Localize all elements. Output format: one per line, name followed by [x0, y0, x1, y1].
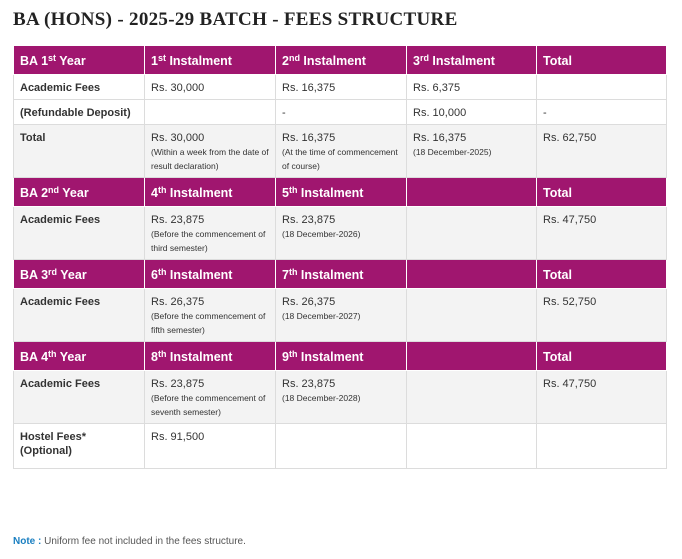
- year3-header-row: [14, 260, 667, 289]
- cell: Rs. 52,750: [537, 289, 667, 342]
- year4-total-header: Total: [537, 342, 667, 371]
- cell: [407, 289, 537, 342]
- page-title: BA (HONS) - 2025-29 BATCH - FEES STRUCTURE: [13, 9, 458, 30]
- row-label: Hostel Fees* (Optional): [14, 424, 145, 469]
- year1-header-row: [14, 46, 667, 75]
- year1-academic-row: [14, 75, 667, 100]
- row-label: Academic Fees: [14, 75, 145, 100]
- year3-total-header: Total: [537, 260, 667, 289]
- year3-instalment6-header: 6th Instalment: [145, 260, 276, 289]
- cell: Rs. 47,750: [537, 207, 667, 260]
- year4-instalment9-header: 9th Instalment: [276, 342, 407, 371]
- year4-academic-row: [14, 371, 667, 424]
- cell: Rs. 23,875 (Before the commencement of seventh semester): [145, 371, 276, 424]
- year3-instalment7-header: 7th Instalment: [276, 260, 407, 289]
- year2-academic-row: [14, 207, 667, 260]
- fees-table: [13, 45, 667, 469]
- year4-instalment8-header: 8th Instalment: [145, 342, 276, 371]
- year2-instalment4-header: 4th Instalment: [145, 178, 276, 207]
- cell: Rs. 30,000 (Within a week from the date of result declaration): [145, 125, 276, 178]
- cell: Rs. 91,500: [145, 424, 276, 469]
- cell: [537, 424, 667, 469]
- cell: Rs. 10,000: [407, 100, 537, 125]
- cell: Rs. 26,375 (18 December-2027): [276, 289, 407, 342]
- year1-instalment3-header: 3rd Instalment: [407, 46, 537, 75]
- note-label: Note :: [13, 536, 42, 547]
- cell: Rs. 23,875 (18 December-2028): [276, 371, 407, 424]
- cell: [537, 75, 667, 100]
- cell: Rs. 62,750: [537, 125, 667, 178]
- hostel-row: [14, 424, 667, 469]
- row-label: Total: [14, 125, 145, 178]
- year2-instalment5-header: 5th Instalment: [276, 178, 407, 207]
- empty-header-cell: [407, 178, 537, 207]
- year4-header-row: [14, 342, 667, 371]
- row-label: Academic Fees: [14, 371, 145, 424]
- cell: Rs. 30,000: [145, 75, 276, 100]
- empty-header-cell: [407, 342, 537, 371]
- cell: Rs. 47,750: [537, 371, 667, 424]
- note-text: Uniform fee not included in the fees structure.: [41, 536, 246, 547]
- cell: Rs. 16,375 (At the time of commencement of course): [276, 125, 407, 178]
- cell: -: [537, 100, 667, 125]
- year2-header-row: [14, 178, 667, 207]
- year2-header-label: BA 2nd Year: [14, 178, 145, 207]
- year3-academic-row: [14, 289, 667, 342]
- cell: Rs. 16,375: [276, 75, 407, 100]
- row-label: Academic Fees: [14, 289, 145, 342]
- year1-instalment2-header: 2nd Instalment: [276, 46, 407, 75]
- year1-header-label: BA 1st Year: [14, 46, 145, 75]
- year2-total-header: Total: [537, 178, 667, 207]
- empty-header-cell: [407, 260, 537, 289]
- cell: Rs. 23,875 (18 December-2026): [276, 207, 407, 260]
- cell: Rs. 6,375: [407, 75, 537, 100]
- year1-total-row: [14, 125, 667, 178]
- cell: [145, 100, 276, 125]
- cell: [407, 207, 537, 260]
- cell: -: [276, 100, 407, 125]
- year3-header-label: BA 3rd Year: [14, 260, 145, 289]
- year1-instalment1-header: 1st Instalment: [145, 46, 276, 75]
- cell: [407, 424, 537, 469]
- footnote: [13, 536, 246, 547]
- year1-total-header: Total: [537, 46, 667, 75]
- cell: Rs. 23,875 (Before the commencement of third semester): [145, 207, 276, 260]
- row-label: Academic Fees: [14, 207, 145, 260]
- cell: Rs. 26,375 (Before the commencement of fifth semester): [145, 289, 276, 342]
- cell: Rs. 16,375 (18 December-2025): [407, 125, 537, 178]
- cell: [407, 371, 537, 424]
- year1-deposit-row: [14, 100, 667, 125]
- cell: [276, 424, 407, 469]
- row-label: (Refundable Deposit): [14, 100, 145, 125]
- year4-header-label: BA 4th Year: [14, 342, 145, 371]
